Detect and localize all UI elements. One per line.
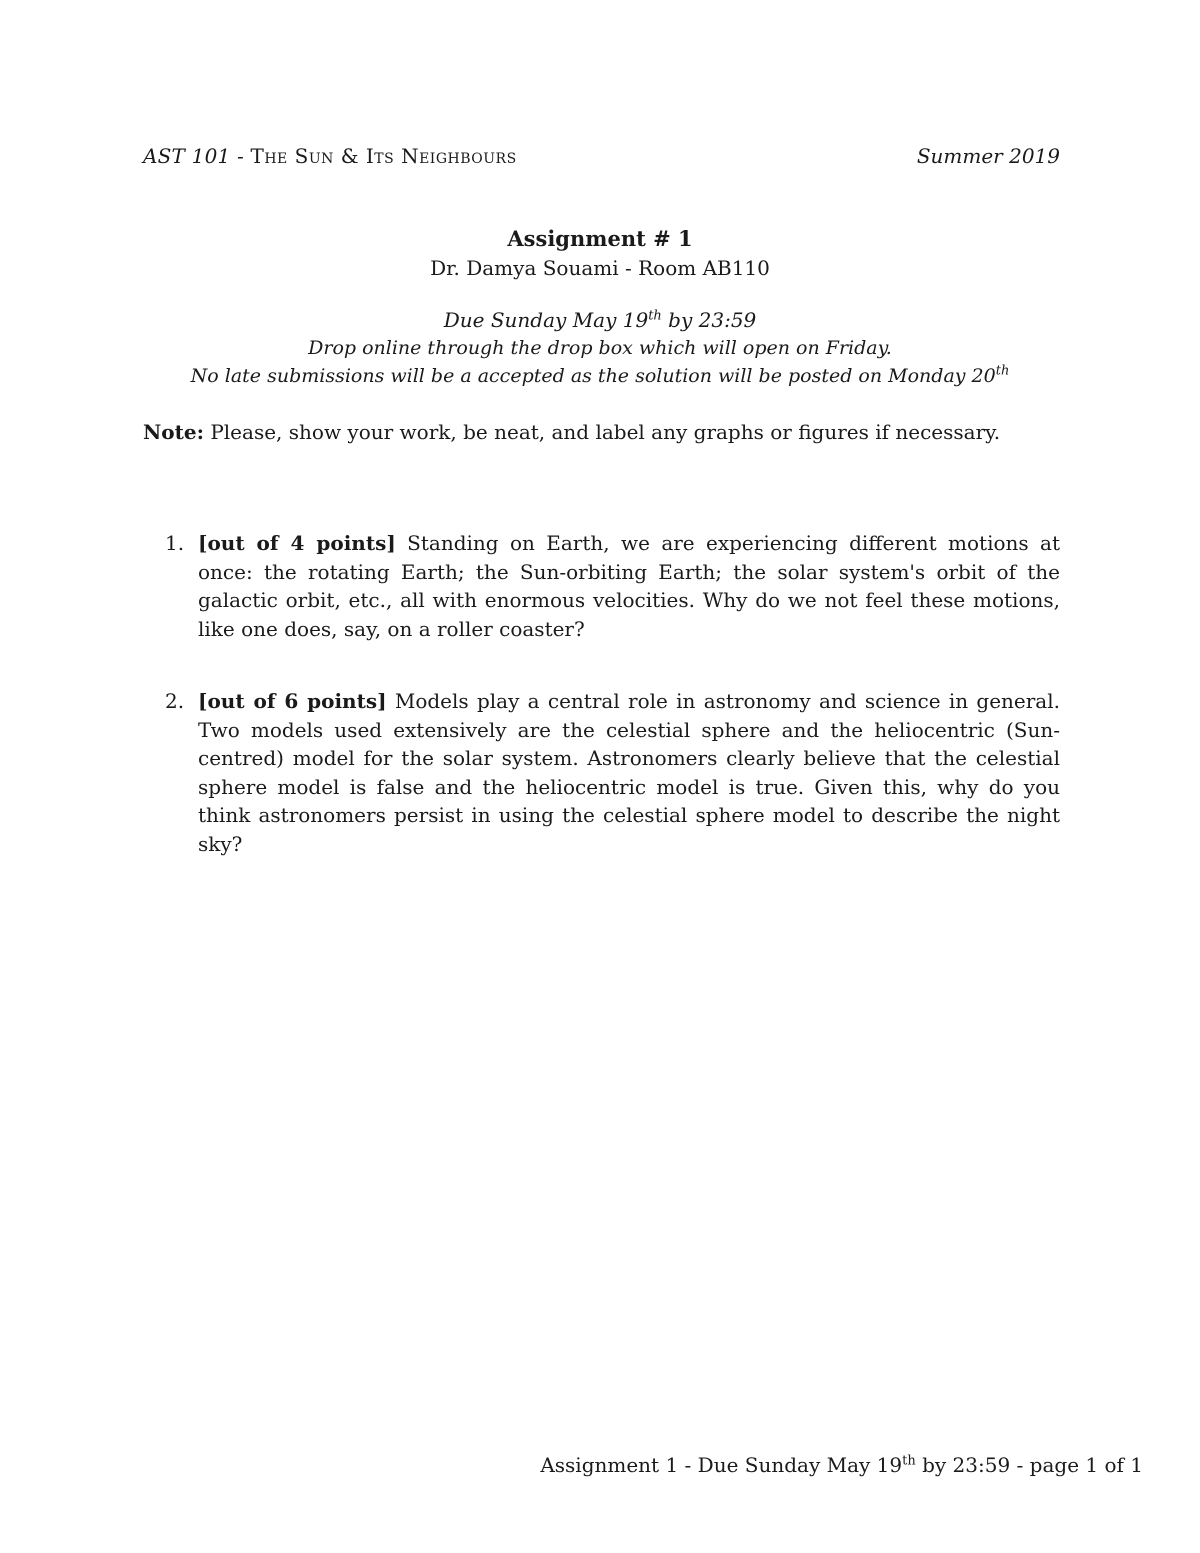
question-points: [out of 6 points]	[198, 689, 387, 713]
due-suffix: by 23:59	[661, 308, 757, 332]
late-superscript: th	[995, 363, 1010, 379]
page-footer	[540, 1453, 1143, 1477]
course-title: The Sun & Its Neighbours	[250, 144, 517, 168]
term-label: Summer 2019	[916, 144, 1060, 168]
question-1	[165, 529, 1060, 643]
due-prefix: Due Sunday May 19	[443, 308, 649, 332]
due-date-line	[0, 308, 1200, 332]
question-number: 2.	[165, 689, 185, 713]
question-body	[198, 529, 1060, 643]
question-2	[165, 687, 1060, 859]
instructor-line: Dr. Damya Souami - Room AB110	[430, 256, 770, 280]
question-text: Standing on Earth, we are experiencing different motions at once: the rotating Earth; the Sun-orbiting Earth; the solar system's orbit of the galactic orbit, etc., all with enormous velocities. Why do we not feel these motions, like one does, say, on a roller coaster?	[198, 531, 1060, 641]
note-label: Note:	[143, 420, 204, 444]
note-text: Please, show your work, be neat, and label any graphs or figures if necessary.	[203, 420, 1001, 444]
question-text: Models play a central role in astronomy and science in general. Two models used extensively are the celestial sphere and the heliocentric (Sun-centred) model for the solar system. Astronomers clearly believe that the celestial sphere model is false and the heliocentric model is true. Given this, why do you think astronomers persist in using the celestial sphere model to describe the night sky?	[198, 689, 1060, 856]
note-paragraph	[143, 420, 1000, 444]
question-body	[198, 687, 1060, 859]
drop-instructions: Drop online through the drop box which will open on Friday.	[308, 337, 892, 359]
footer-superscript: th	[902, 1453, 916, 1469]
course-header	[143, 144, 517, 168]
due-superscript: th	[648, 308, 662, 324]
late-policy-line	[0, 365, 1200, 387]
late-policy-text: No late submissions will be a accepted as the solution will be posted on Monday 20	[190, 365, 996, 387]
question-number: 1.	[165, 531, 185, 555]
assignment-title: Assignment # 1	[507, 226, 693, 251]
footer-prefix: Assignment 1 - Due Sunday May 19	[540, 1453, 903, 1477]
footer-suffix: by 23:59 - page 1 of 1	[915, 1453, 1143, 1477]
course-code: AST 101 -	[143, 144, 251, 168]
question-points: [out of 4 points]	[198, 531, 396, 555]
